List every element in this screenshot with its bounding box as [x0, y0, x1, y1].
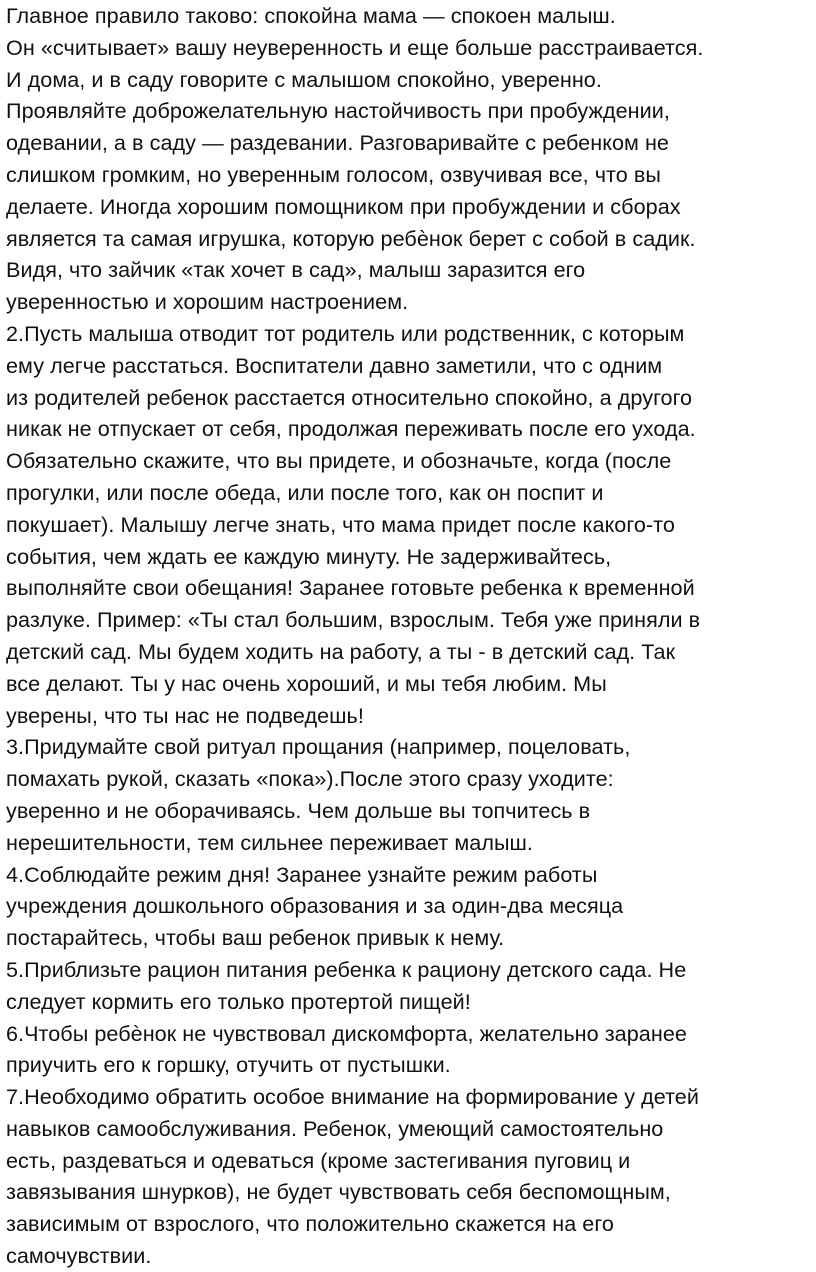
text-line: зависимым от взрослого, что положительно скажется на его: [6, 1211, 614, 1237]
text-line: является та самая игрушка, которую ребѐнок берет с собой в садик.: [6, 225, 696, 251]
text-line: И дома, и в саду говорите с малышом спокойно, уверенно.: [6, 66, 602, 92]
text-line: разлуке. Пример: «Ты стал большим, взрослым. Тебя уже приняли в: [6, 607, 701, 633]
text-line: одевании, а в саду — раздевании. Разговаривайте с ребенком не: [6, 130, 669, 156]
text-line: все делают. Ты у нас очень хороший, и мы тебя любим. Мы: [6, 670, 607, 696]
text-line: навыков самообслуживания. Ребенок, умеющий самостоятельно: [6, 1115, 664, 1141]
text-line: 6.Чтобы ребѐнок не чувствовал дискомфорта, желательно заранее: [6, 1020, 687, 1046]
rule-6-paragraph: [6, 1018, 814, 1082]
rule-3-paragraph: [6, 731, 814, 858]
text-line: прогулки, или после обеда, или после того, как он поспит и: [6, 479, 604, 505]
text-line: есть, раздеваться и одеваться (кроме застегивания пуговиц и: [6, 1147, 631, 1173]
text-line: Главное правило таково: спокойна мама — спокоен малыш.: [6, 3, 616, 28]
rule-2-paragraph: [6, 318, 814, 731]
text-line: самочувствии.: [6, 1243, 152, 1269]
text-line: 3.Придумайте свой ритуал прощания (например, поцеловать,: [6, 734, 631, 760]
text-line: следует кормить его только протертой пищей!: [6, 988, 471, 1014]
text-line: постарайтесь, чтобы ваш ребенок привык к нему.: [6, 925, 505, 951]
text-line: 4.Соблюдайте режим дня! Заранее узнайте режим работы: [6, 861, 598, 887]
text-line: слишком громким, но уверенным голосом, озвучивая все, что вы: [6, 161, 661, 187]
text-line: Он «считывает» вашу неуверенность и еще больше расстраивается.: [6, 34, 704, 60]
text-line: делаете. Иногда хорошим помощником при пробуждении и сборах: [6, 193, 681, 219]
text-line: Проявляйте доброжелательную настойчивость при пробуждении,: [6, 98, 670, 124]
text-line: 2.Пусть малыша отводит тот родитель или родственник, с которым: [6, 320, 685, 346]
text-line: нерешительности, тем сильнее переживает малыш.: [6, 829, 533, 855]
text-line: помахать рукой, сказать «пока»).После этого сразу уходите:: [6, 766, 614, 792]
text-line: покушает). Малышу легче знать, что мама придет после какого-то: [6, 511, 675, 537]
text-line: детский сад. Мы будем ходить на работу, а ты - в детский сад. Так: [6, 638, 676, 664]
text-line: события, чем ждать ее каждую минуту. Не задерживайтесь,: [6, 543, 612, 569]
text-line: из родителей ребенок расстается относительно спокойно, а другого: [6, 384, 693, 410]
text-line: 7.Необходимо обратить особое внимание на формирование у детей: [6, 1084, 699, 1110]
text-line: уверенно и не оборачиваясь. Чем дольше вы топчитесь в: [6, 797, 591, 823]
text-line: Видя, что зайчик «так хочет в сад», малыш заразится его: [6, 257, 586, 283]
intro-paragraph: [6, 0, 814, 318]
document-body: [6, 0, 814, 1272]
text-line: уверены, что ты нас не подведешь!: [6, 702, 364, 728]
rule-4-paragraph: [6, 859, 814, 954]
text-line: выполняйте свои обещания! Заранее готовьте ребенка к временной: [6, 575, 695, 601]
text-line: завязывания шнурков), не будет чувствовать себя беспомощным,: [6, 1179, 671, 1205]
text-line: никак не отпускает от себя, продолжая переживать после его ухода.: [6, 416, 696, 442]
text-line: 5.Приблизьте рацион питания ребенка к рациону детского сада. Не: [6, 956, 687, 982]
text-line: приучить его к горшку, отучить от пустышки.: [6, 1052, 451, 1078]
text-line: ему легче расстаться. Воспитатели давно заметили, что с одним: [6, 352, 663, 378]
text-line: уверенностью и хорошим настроением.: [6, 289, 409, 315]
rule-7-paragraph: [6, 1081, 814, 1272]
text-line: учреждения дошкольного образования и за один-два месяца: [6, 893, 624, 919]
rule-5-paragraph: [6, 954, 814, 1018]
text-line: Обязательно скажите, что вы придете, и обозначьте, когда (после: [6, 448, 672, 474]
